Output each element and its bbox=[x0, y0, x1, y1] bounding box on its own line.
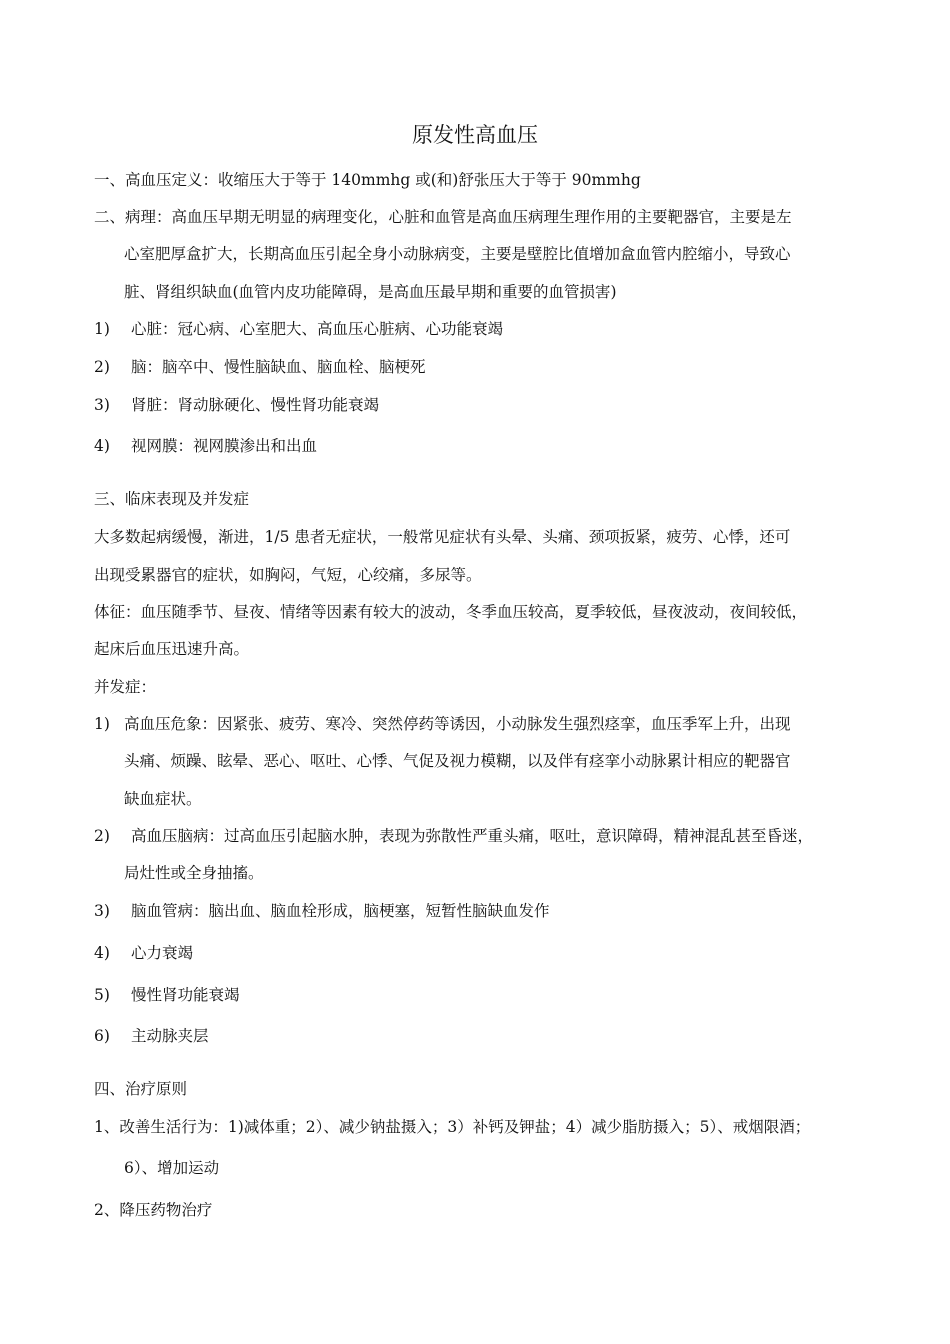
pathology-line-2: 心室肥厚盒扩大，长期高血压引起全身小动脉病变，主要是壁腔比值增加盒血管内腔缩小，导致心 bbox=[124, 245, 791, 263]
list-item-number: 5) bbox=[94, 986, 110, 1004]
list-item: 视网膜：视网膜渗出和出血 bbox=[131, 437, 318, 455]
treatment-line-1: 1、改善生活行为：1)减体重；2）、减少钠盐摄入；3）补钙及钾盐；4）减少脂肪摄入；5）、戒烟限酒； bbox=[94, 1118, 811, 1136]
list-item: 脑血管病：脑出血、脑血栓形成，脑梗塞，短暂性脑缺血发作 bbox=[131, 902, 550, 920]
list-item: 肾脏：肾动脉硬化、慢性肾功能衰竭 bbox=[131, 396, 380, 414]
list-item-number: 1) bbox=[94, 715, 110, 733]
complications-label: 并发症： bbox=[94, 678, 157, 696]
symptoms-line-1: 大多数起病缓慢，渐进，1/5 患者无症状，一般常见症状有头晕、头痛、颈项扳紧，疲劳、心悸，还可 bbox=[94, 528, 791, 546]
page-title: 原发性高血压 bbox=[412, 123, 538, 147]
list-item-number: 1) bbox=[94, 320, 110, 338]
treatment-line-3: 2、降压药物治疗 bbox=[94, 1201, 213, 1219]
complication-1-line-1: 高血压危象：因紧张、疲劳、寒冷、突然停药等诱因，小动脉发生强烈痉挛，血压季军上升，出现 bbox=[124, 715, 791, 733]
signs-line-2: 起床后血压迅速升高。 bbox=[94, 640, 250, 658]
signs-line-1: 体征：血压随季节、昼夜、情绪等因素有较大的波动，冬季血压较高，夏季较低，昼夜波动，夜间较低， bbox=[94, 603, 808, 621]
list-item-number: 2) bbox=[94, 358, 110, 376]
list-item: 心力衰竭 bbox=[131, 944, 194, 962]
list-item: 脑：脑卒中、慢性脑缺血、脑血栓、脑梗死 bbox=[131, 358, 426, 376]
complication-1-line-2: 头痛、烦躁、眩晕、恶心、呕吐、心悸、气促及视力模糊，以及伴有痉挛小动脉累计相应的靶器官 bbox=[124, 752, 791, 770]
list-item-number: 4) bbox=[94, 437, 110, 455]
list-item-number: 4) bbox=[94, 944, 110, 962]
complication-1-line-3: 缺血症状。 bbox=[124, 790, 202, 808]
list-item-number: 3) bbox=[94, 902, 110, 920]
pathology-line-1: 二、病理：高血压早期无明显的病理变化，心脏和血管是高血压病理生理作用的主要靶器官，主要是左 bbox=[94, 208, 792, 226]
section-heading: 三、临床表现及并发症 bbox=[94, 490, 250, 508]
definition-line: 一、高血压定义：收缩压大于等于 140mmhg 或(和)舒张压大于等于 90mmhg bbox=[94, 171, 641, 189]
pathology-line-3: 脏、肾组织缺血(血管内皮功能障碍，是高血压最早期和重要的血管损害) bbox=[124, 283, 617, 301]
treatment-line-2: 6）、增加运动 bbox=[124, 1159, 220, 1177]
list-item-number: 6) bbox=[94, 1027, 110, 1045]
symptoms-line-2: 出现受累器官的症状，如胸闷，气短，心绞痛，多尿等。 bbox=[94, 566, 482, 584]
list-item-number: 2) bbox=[94, 827, 110, 845]
section-heading: 四、治疗原则 bbox=[94, 1080, 188, 1098]
list-item: 主动脉夹层 bbox=[131, 1027, 209, 1045]
complication-2-line-1: 高血压脑病：过高血压引起脑水肿，表现为弥散性严重头痛，呕吐，意识障碍，精神混乱甚至昏迷， bbox=[131, 827, 814, 845]
list-item: 慢性肾功能衰竭 bbox=[131, 986, 240, 1004]
complication-2-line-2: 局灶性或全身抽搐。 bbox=[124, 864, 264, 882]
list-item: 心脏：冠心病、心室肥大、高血压心脏病、心功能衰竭 bbox=[131, 320, 504, 338]
list-item-number: 3) bbox=[94, 396, 110, 414]
